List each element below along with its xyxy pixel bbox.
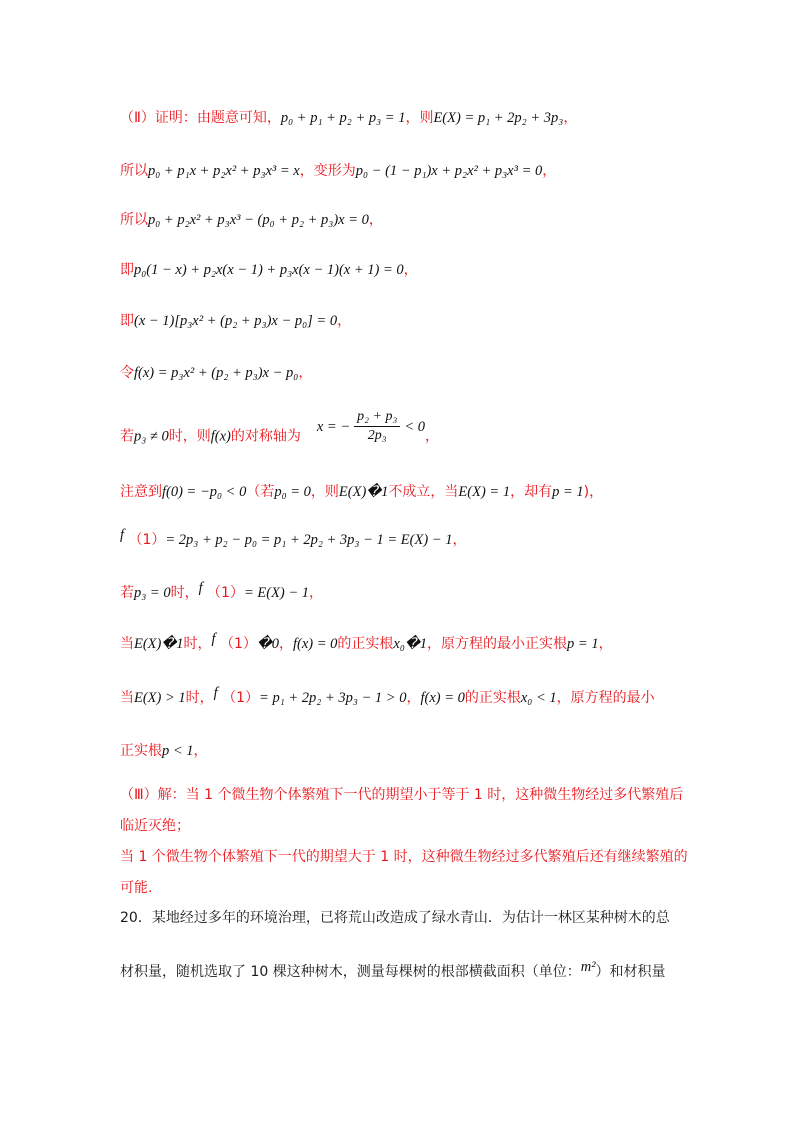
fraction-numerator: p₂ + p₃ [354, 408, 400, 427]
math-expression: p < 1 [162, 743, 194, 759]
part-3-text-1: （Ⅲ）解：当 1 个微生物个体繁殖下一代的期望小于等于 1 时，这种微生物经过多代繁殖后临近灭绝； [120, 787, 684, 834]
text: ， [425, 428, 439, 445]
solution-text: 时， [170, 585, 199, 601]
text: 时，则 [168, 428, 211, 445]
solution-text: 当 [120, 690, 134, 706]
math-expression: = p₁ + 2p₂ + 3p₃ − 1 > 0 [259, 690, 407, 706]
solution-text: （1） [124, 532, 166, 548]
solution-line [120, 260, 418, 280]
solution-text: ， [406, 690, 421, 706]
solution-line [120, 210, 383, 230]
math-expression: = 2p₃ + p₂ − p₀ = p₁ + 2p₂ + 3p₃ − 1 = E(X) − 1 [165, 532, 453, 548]
solution-line [120, 685, 655, 708]
problem-20-text: 20．某地经过多年的环境治理，已将荒山改造成了绿水青山．为估计一林区某种树木的总 [120, 910, 670, 926]
math-expression: f(x) = p₃x² + (p₂ + p₃)x − p₀ [134, 365, 299, 381]
solution-text: 所以 [120, 212, 148, 228]
solution-text: ，原方程的最小正实根 [427, 636, 568, 652]
problem-20-line-1 [120, 908, 670, 928]
text: 的对称轴为 [230, 428, 301, 445]
solution-line [120, 580, 324, 603]
math-expression: p₀(1 − x) + p₂x(x − 1) + p₃x(x − 1)(x + 1) = 0 [134, 262, 404, 278]
solution-text: 时， [183, 636, 212, 652]
solution-text: ， [563, 110, 578, 126]
solution-line [120, 741, 208, 761]
solution-text: 正实根 [120, 743, 162, 759]
unit-math: m² [580, 959, 596, 975]
solution-text: 所以 [120, 163, 148, 179]
problem-20-text: ）和材积量 [595, 964, 666, 980]
problem-20-text: 材积量，随机选取了 10 棵这种树木，测量每棵树的根部横截面积（单位： [120, 964, 581, 980]
math-expression: E(X) = 1 [458, 484, 511, 500]
solution-text: ， [337, 313, 352, 329]
solution-line [120, 161, 556, 181]
math-expression: p = 1 [567, 636, 599, 652]
fraction [354, 408, 400, 445]
solution-text: ，却有 [510, 484, 553, 500]
math-expression: p₀ + p₂x² + p₃x³ − (p₀ + p₂ + p₃)x = 0 [148, 212, 369, 228]
solution-text: 若 [120, 585, 134, 601]
solution-line [120, 108, 577, 128]
math-expression: p₃ = 0 [134, 585, 171, 601]
math-expression: f [213, 685, 218, 701]
solution-line [120, 527, 467, 550]
solution-text: （1） [217, 690, 260, 706]
math-expression: p₀ + p₁ + p₂ + p₃ = 1 [280, 110, 406, 126]
solution-text: 的正实根 [464, 690, 521, 706]
solution-text: ， [298, 365, 313, 381]
math-expression: f [211, 631, 216, 647]
solution-text: （Ⅱ）证明：由题意可知， [120, 110, 281, 126]
solution-text: 的正实根 [337, 636, 394, 652]
solution-text: ，则 [405, 110, 434, 126]
math-expression: f [198, 580, 203, 596]
solution-text: ，则 [310, 484, 339, 500]
problem-20-line-2 [120, 959, 666, 982]
solution-text: )， [583, 484, 604, 500]
math-expression: E(X) > 1 [134, 690, 186, 706]
solution-text: ，原方程的最小 [556, 690, 655, 706]
solution-text: ，变形为 [299, 163, 356, 179]
math-expression: f(x) = 0 [420, 690, 465, 706]
solution-line [120, 311, 351, 331]
solution-text: （若 [246, 484, 275, 500]
math-expression: �0 [256, 636, 280, 652]
solution-text: ， [309, 585, 324, 601]
math-expression: p = 1 [552, 484, 584, 500]
solution-text: 即 [120, 313, 134, 329]
solution-text: 即 [120, 262, 134, 278]
solution-text: （1） [215, 636, 257, 652]
solution-text: ， [452, 532, 467, 548]
math-expression: (x − 1)[p₃x² + (p₂ + p₃)x − p₀] = 0 [134, 313, 338, 329]
fraction-denominator: 2p₃ [367, 428, 387, 443]
math-expression: f(x) = 0 [293, 636, 338, 652]
math-expression: E(X)�1 [338, 484, 389, 500]
solution-text: 令 [120, 365, 134, 381]
math: p₃ ≠ 0 [134, 428, 169, 445]
axis-of-symmetry-line [120, 409, 439, 455]
math-expression: x₀ < 1 [520, 690, 557, 706]
solution-text: ， [193, 743, 208, 759]
math-expression: f [120, 527, 125, 543]
math-expression: p₀ − (1 − p₁)x + p₂x² + p₃x³ = 0 [355, 163, 543, 179]
solution-line [120, 482, 603, 502]
solution-text: ， [403, 262, 418, 278]
math-expression: x₀�1 [393, 636, 428, 652]
solution-line [120, 631, 613, 654]
solution-text: ， [368, 212, 383, 228]
part-3-paragraph-1 [120, 780, 690, 842]
math: < 0 [404, 418, 425, 435]
math: x = − [316, 418, 351, 435]
solution-text: 注意到 [120, 484, 162, 500]
solution-text: 时， [185, 690, 214, 706]
part-3-paragraph-2 [120, 842, 690, 904]
text: 若 [120, 428, 134, 445]
math-expression: f(0) = −p₀ < 0 [162, 484, 247, 500]
solution-text: ， [598, 636, 613, 652]
math-expression: E(X) = p₁ + 2p₂ + 3p₃ [433, 110, 564, 126]
math-expression: E(X)�1 [134, 636, 184, 652]
solution-text: （1） [202, 585, 244, 601]
math-expression: p₀ = 0 [274, 484, 311, 500]
math-expression: p₀ + p₁x + p₂x² + p₃x³ = x [148, 163, 300, 179]
part-3-text-2: 当 1 个微生物个体繁殖下一代的期望大于 1 时，这种微生物经过多代繁殖后还有继续繁殖的可能. [120, 849, 688, 896]
solution-line [120, 363, 312, 383]
solution-text: ， [542, 163, 557, 179]
solution-text: 当 [120, 636, 134, 652]
math-expression: = E(X) − 1 [243, 585, 310, 601]
math: f(x) [210, 428, 231, 445]
solution-text: 不成立，当 [388, 484, 459, 500]
solution-text: ， [279, 636, 294, 652]
